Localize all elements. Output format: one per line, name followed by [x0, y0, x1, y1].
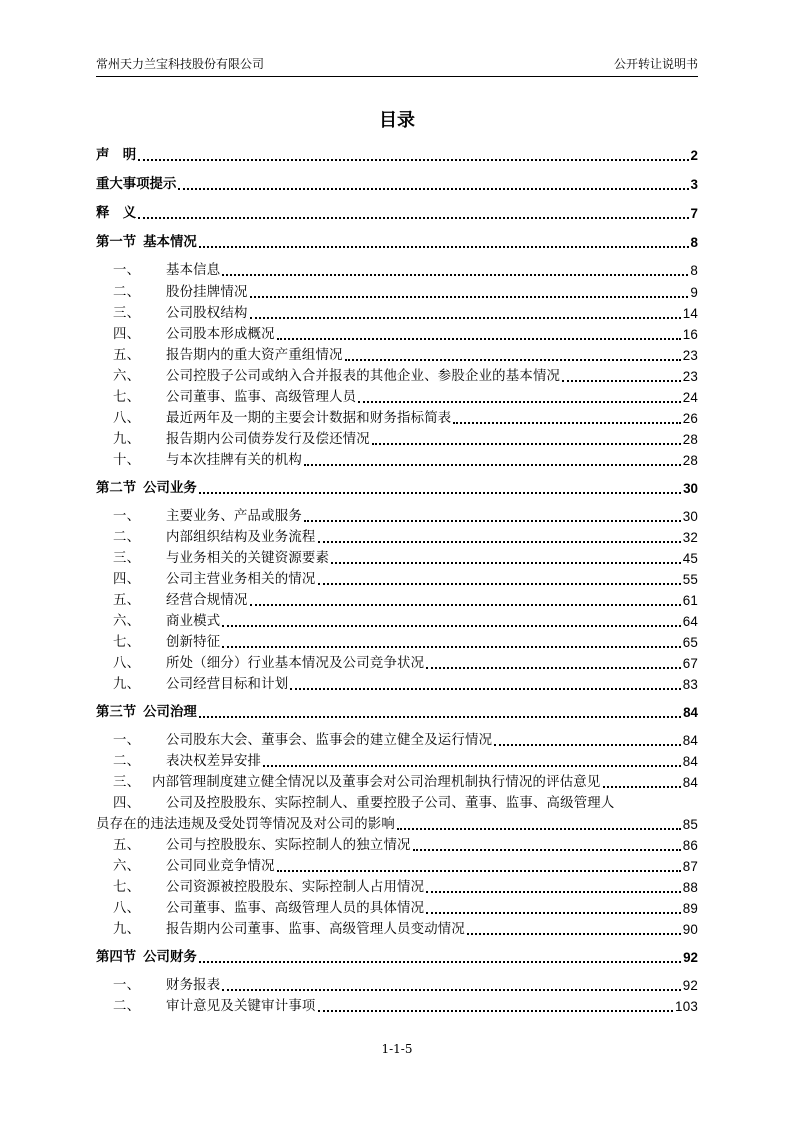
dot-leader: [304, 520, 681, 522]
toc-page-number: 85: [682, 817, 698, 832]
toc-entry-label: 公司股权结构: [166, 306, 248, 321]
dot-leader: [358, 401, 680, 403]
dot-leader: [250, 604, 681, 606]
toc-entry-label: 财务报表: [166, 978, 221, 993]
company-name: 常州天力兰宝科技股份有限公司: [96, 57, 265, 71]
toc-entry-label: 报告期内公司债券发行及偿还情况: [166, 432, 370, 447]
toc-entry[interactable]: [96, 878, 698, 898]
toc-entry[interactable]: [96, 367, 698, 387]
dot-leader: [372, 443, 681, 445]
toc-entry-label: 与本次挂牌有关的机构: [166, 453, 302, 468]
toc-entry-label: 声 明: [96, 148, 137, 163]
toc-entry-label: 释 义: [96, 206, 137, 221]
toc-entry[interactable]: [96, 591, 698, 611]
toc-entry-label: 审计意见及关键审计事项: [166, 999, 316, 1014]
dot-leader: [318, 1010, 674, 1012]
toc-page-number: 64: [682, 614, 698, 629]
toc-page-number: 55: [682, 572, 698, 587]
toc-entry-number: 三、: [113, 306, 141, 321]
toc-entry-label: 公司董事、监事、高级管理人员: [166, 390, 357, 405]
toc-page-number: 9: [690, 285, 698, 300]
dot-leader: [277, 338, 681, 340]
toc-page-number: 89: [682, 901, 698, 916]
toc-page-number: 86: [682, 838, 698, 853]
dot-leader: [318, 583, 681, 585]
toc-entry[interactable]: [96, 752, 698, 772]
toc-page-number: 83: [682, 677, 698, 692]
toc-entry-label: 基本信息: [166, 263, 221, 278]
toc-page-number: 84: [682, 754, 698, 769]
dot-leader: [426, 912, 680, 914]
dot-leader: [453, 422, 680, 424]
toc-entry[interactable]: [96, 857, 698, 877]
dot-leader: [138, 217, 688, 219]
toc-entry-number: 九、: [113, 432, 141, 447]
toc-page-number: 8: [690, 263, 698, 278]
toc-entry-label: 最近两年及一期的主要会计数据和财务指标简表: [166, 411, 452, 426]
dot-leader: [304, 464, 681, 466]
toc-entry-number: 八、: [113, 901, 141, 916]
toc-entry-number: 五、: [113, 838, 141, 853]
toc-entry-label: 创新特征: [166, 635, 221, 650]
toc-section[interactable]: [96, 175, 698, 195]
toc-entry[interactable]: [96, 451, 698, 471]
dot-leader: [199, 716, 681, 718]
toc-entry-label: 报告期内公司董事、监事、高级管理人员变动情况: [166, 922, 465, 937]
toc-entry-number: 四、: [113, 572, 141, 587]
toc-page-number: 103: [675, 999, 698, 1014]
toc-entry-label: 公司股东大会、董事会、监事会的建立健全及运行情况: [166, 733, 493, 748]
toc-section[interactable]: [96, 703, 698, 723]
toc-entry-label: 表决权差异安排: [166, 754, 262, 769]
toc-entry-number: 第二节: [96, 481, 137, 496]
toc-entry-number: 四、: [113, 796, 141, 811]
toc-page-number: 3: [690, 177, 698, 192]
toc-page-number: 92: [683, 950, 698, 965]
dot-leader: [138, 159, 688, 161]
toc-entry[interactable]: [96, 633, 698, 653]
toc-entry-label: 重大事项提示: [96, 177, 177, 192]
toc-entry-number: 九、: [113, 677, 141, 692]
dot-leader: [290, 688, 680, 690]
toc-entry[interactable]: [96, 976, 698, 996]
dot-leader: [562, 380, 681, 382]
toc-page-number: 67: [682, 656, 698, 671]
toc-entry[interactable]: [96, 815, 698, 835]
toc-entry-label: 公司财务: [143, 950, 197, 965]
toc-section[interactable]: [96, 233, 698, 253]
dot-leader: [178, 188, 688, 190]
toc-entry-number: 四、: [113, 327, 141, 342]
toc-page-number: 24: [682, 390, 698, 405]
toc-entry-number: 二、: [113, 754, 141, 769]
dot-leader: [263, 765, 681, 767]
toc-entry-label: 经营合规情况: [166, 593, 248, 608]
toc-page-number: 23: [682, 348, 698, 363]
toc-entry-number: 七、: [113, 390, 141, 405]
toc-page-number: 23: [682, 369, 698, 384]
toc-entry-number: 九、: [113, 922, 141, 937]
dot-leader: [345, 359, 681, 361]
toc-entry[interactable]: [96, 920, 698, 940]
dot-leader: [222, 274, 688, 276]
toc-entry-number: 第一节: [96, 235, 137, 250]
toc-entry-label: 股份挂牌情况: [166, 285, 248, 300]
toc-page-number: 92: [682, 978, 698, 993]
toc-page-number: 30: [683, 481, 698, 496]
dot-leader: [426, 891, 680, 893]
toc-page-number: 28: [682, 432, 698, 447]
toc-page-number: 26: [682, 411, 698, 426]
toc-entry[interactable]: [96, 549, 698, 569]
toc-page-number: 2: [690, 148, 698, 163]
toc-page-number: 32: [682, 530, 698, 545]
toc-entry-label: 基本情况: [143, 235, 197, 250]
toc-entry[interactable]: [96, 304, 698, 324]
toc-page-number: 88: [682, 880, 698, 895]
dot-leader: [397, 828, 681, 830]
page-title: 目录: [379, 110, 415, 131]
toc-page-number: 65: [682, 635, 698, 650]
dot-leader: [426, 667, 680, 669]
toc-entry[interactable]: [96, 675, 698, 695]
toc-entry-number: 五、: [113, 348, 141, 363]
toc-entry[interactable]: [96, 654, 698, 674]
dot-leader: [222, 646, 680, 648]
toc-page-number: 30: [682, 509, 698, 524]
toc-entry-number: 第三节: [96, 705, 137, 720]
toc-page-number: 84: [682, 775, 698, 790]
toc-entry-number: 六、: [113, 614, 141, 629]
toc-entry-label: 报告期内的重大资产重组情况: [166, 348, 343, 363]
toc-entry-label: 商业模式: [166, 614, 221, 629]
toc-entry-number: 七、: [113, 635, 141, 650]
dot-leader: [413, 849, 681, 851]
toc-page-number: 84: [682, 733, 698, 748]
dot-leader: [494, 744, 681, 746]
toc-entry-number: 七、: [113, 880, 141, 895]
dot-leader: [603, 786, 681, 788]
toc-page-number: 16: [682, 327, 698, 342]
toc-page-number: 90: [682, 922, 698, 937]
toc-entry-number: 三、: [113, 775, 141, 790]
dot-leader: [222, 625, 680, 627]
toc-entry[interactable]: [96, 731, 698, 751]
toc-entry-number: 第四节: [96, 950, 137, 965]
toc-page-number: 28: [682, 453, 698, 468]
toc-entry[interactable]: [96, 612, 698, 632]
toc-page-number: 8: [690, 235, 698, 250]
toc-entry[interactable]: [96, 283, 698, 303]
toc-entry[interactable]: [96, 899, 698, 919]
toc-entry-number: 三、: [113, 551, 141, 566]
dot-leader: [250, 317, 681, 319]
toc-entry-label-continued: 员存在的违法违规及受处罚等情况及对公司的影响: [96, 817, 395, 832]
toc-entry-label: 公司股本形成概况: [166, 327, 275, 342]
toc-entry[interactable]: [96, 528, 698, 548]
toc-entry[interactable]: [96, 430, 698, 450]
toc-entry[interactable]: [96, 261, 698, 281]
toc-entry-label: 公司控股子公司或纳入合并报表的其他企业、参股企业的基本情况: [166, 369, 561, 384]
toc-entry[interactable]: [96, 773, 698, 793]
toc-entry-label: 公司治理: [143, 705, 197, 720]
toc-entry-number: 六、: [113, 859, 141, 874]
toc-entry-number: 八、: [113, 656, 141, 671]
toc-section[interactable]: [96, 146, 698, 166]
toc-page-number: 61: [682, 593, 698, 608]
dot-leader: [199, 961, 681, 963]
dot-leader: [318, 541, 681, 543]
toc-entry[interactable]: [96, 507, 698, 527]
toc-entry-number: 一、: [113, 263, 141, 278]
toc-entry-number: 二、: [113, 285, 141, 300]
toc-page-number: 7: [690, 206, 698, 221]
toc-page-number: 14: [682, 306, 698, 321]
toc-entry-number: 十、: [113, 453, 141, 468]
toc-entry-label: 与业务相关的关键资源要素: [166, 551, 330, 566]
toc-entry-label: 公司资源被控股股东、实际控制人占用情况: [166, 880, 425, 895]
dot-leader: [467, 933, 681, 935]
toc-entry-label: 所处（细分）行业基本情况及公司竞争状况: [166, 656, 425, 671]
page-header: [96, 56, 698, 77]
toc-entry-label: 内部管理制度建立健全情况以及董事会对公司治理机制执行情况的评估意见: [152, 775, 601, 790]
toc-entry[interactable]: [96, 997, 698, 1017]
toc-entry[interactable]: [96, 325, 698, 345]
toc-page-number: 84: [683, 705, 698, 720]
page-number: 1-1-5: [381, 1042, 413, 1056]
dot-leader: [331, 562, 681, 564]
toc-entry-label: 公司同业竞争情况: [166, 859, 275, 874]
toc-entry-number: 五、: [113, 593, 141, 608]
toc-entry-label: 公司经营目标和计划: [166, 677, 289, 692]
toc-section[interactable]: [96, 479, 698, 499]
toc-entry[interactable]: [96, 388, 698, 408]
toc-entry-number: 一、: [113, 733, 141, 748]
toc-page-number: 45: [682, 551, 698, 566]
toc-entry-label: 公司主营业务相关的情况: [166, 572, 316, 587]
toc-page-number: 87: [682, 859, 698, 874]
toc-entry-number: 二、: [113, 530, 141, 545]
document-type: 公开转让说明书: [613, 57, 698, 71]
toc-entry-number: 一、: [113, 978, 141, 993]
toc-entry-label: 公司与控股股东、实际控制人的独立情况: [166, 838, 411, 853]
toc-entry-number: 二、: [113, 999, 141, 1014]
dot-leader: [277, 870, 681, 872]
toc-entry-number: 一、: [113, 509, 141, 524]
toc-entry[interactable]: [96, 836, 698, 856]
toc-entry-label: 公司业务: [143, 481, 197, 496]
toc-entry-number: 八、: [113, 411, 141, 426]
toc-entry-line[interactable]: [96, 794, 698, 814]
toc-entry-number: 六、: [113, 369, 141, 384]
toc-entry[interactable]: [96, 346, 698, 366]
toc-entry-label: 内部组织结构及业务流程: [166, 530, 316, 545]
dot-leader: [199, 492, 681, 494]
toc-section[interactable]: [96, 948, 698, 968]
dot-leader: [222, 989, 680, 991]
dot-leader: [250, 296, 689, 298]
toc-entry-label: 主要业务、产品或服务: [166, 509, 302, 524]
toc-entry-label: 公司及控股股东、实际控制人、重要控股子公司、董事、监事、高级管理人: [166, 796, 615, 811]
toc-entry[interactable]: [96, 409, 698, 429]
toc-entry[interactable]: [96, 570, 698, 590]
toc-entry-label: 公司董事、监事、高级管理人员的具体情况: [166, 901, 425, 916]
dot-leader: [199, 246, 689, 248]
toc-section[interactable]: [96, 204, 698, 224]
